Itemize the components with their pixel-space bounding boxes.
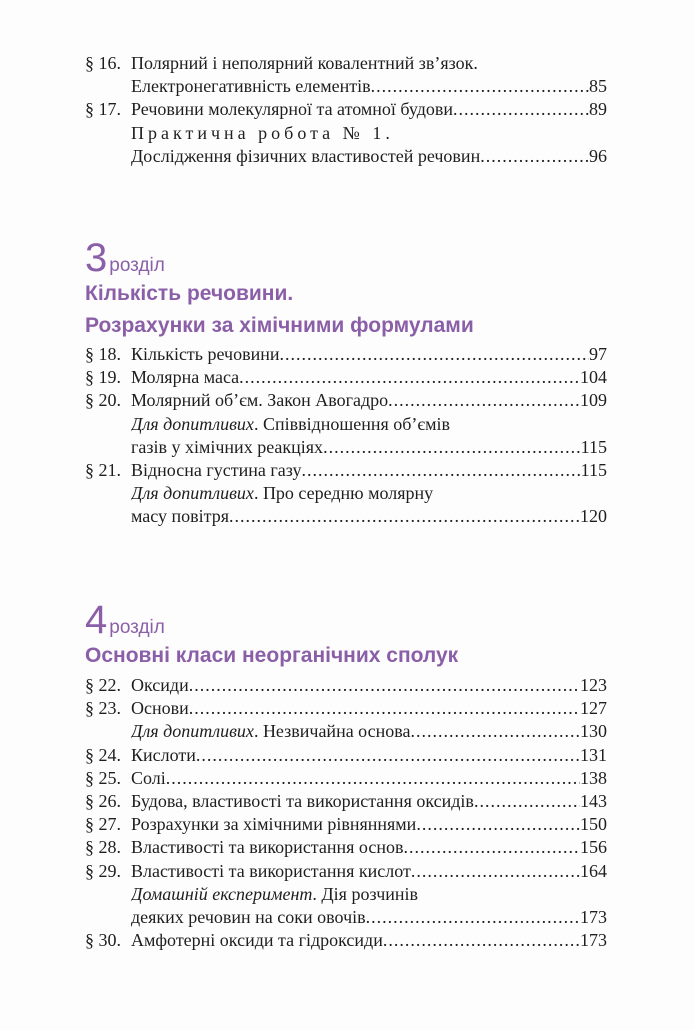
page-number: 120 <box>580 506 607 527</box>
page-number: 115 <box>580 436 607 457</box>
entry-text: . Про середню молярну <box>253 483 434 504</box>
section-number: § 26. <box>85 790 121 811</box>
page-number: 104 <box>580 367 607 388</box>
entry-text: Кислоти <box>131 744 196 765</box>
section-number: § 20. <box>85 390 121 411</box>
entry-title <box>131 482 433 505</box>
entry-text: Молярний об’єм. Закон Авогадро <box>131 390 389 411</box>
entry-text: Кількість речовини <box>131 344 280 364</box>
entry-title <box>131 929 383 952</box>
chapter-title: Кількість речовини. <box>85 282 294 305</box>
toc-entry[interactable] <box>85 720 607 743</box>
entry-title <box>131 883 418 906</box>
entry-text: Основи <box>131 698 189 719</box>
toc-entry[interactable] <box>85 505 607 528</box>
chapter-title: Основні класи неорганічних сполук <box>85 644 459 667</box>
leader-dots <box>166 767 580 790</box>
toc-entry[interactable] <box>85 697 607 720</box>
entry-text: . Дія розчинів <box>312 883 419 904</box>
entry-title: Практична робота № 1. <box>131 122 394 143</box>
section-number: § 27. <box>85 814 121 835</box>
toc-entry[interactable] <box>85 459 607 482</box>
entry-text: Властивості та використання основ <box>131 837 404 858</box>
leader-dots <box>411 720 580 743</box>
section-number: § 23. <box>85 698 121 719</box>
section-number: § 21. <box>85 459 121 480</box>
toc-entry[interactable] <box>85 767 607 790</box>
page-number: 97 <box>589 344 607 364</box>
entry-text: Солі <box>131 767 166 788</box>
page-number: 164 <box>580 860 607 881</box>
entry-title: Електронегативність елементів <box>131 76 371 97</box>
entry-title <box>131 343 280 366</box>
entry-text: Відносна густина газу <box>131 459 302 480</box>
page-number: 123 <box>580 675 607 695</box>
entry-text: Розрахунки за хімічними рівняннями <box>131 814 417 835</box>
entry-title <box>131 366 239 389</box>
toc-entry[interactable] <box>85 836 607 859</box>
entry-title <box>131 674 189 697</box>
entry-text: Молярна маса <box>131 367 240 388</box>
page-number: 131 <box>580 744 607 765</box>
toc-entry[interactable] <box>85 413 607 436</box>
entry-title <box>131 413 450 436</box>
leader-dots <box>480 145 589 168</box>
toc-entry[interactable] <box>85 366 607 389</box>
leader-dots <box>196 744 580 767</box>
section-number: § 30. <box>85 930 121 951</box>
toc-entry[interactable] <box>85 906 607 929</box>
leader-dots <box>453 98 589 121</box>
page-number: 127 <box>580 698 607 719</box>
page-number: 138 <box>580 767 607 788</box>
chapter-number: 4 <box>85 598 108 642</box>
entry-title <box>131 836 404 859</box>
section-number: § 17. <box>85 99 121 120</box>
toc-chapter-3 <box>85 343 607 529</box>
section-number: § 22. <box>85 675 121 695</box>
toc-practical-work-cont[interactable] <box>85 145 607 168</box>
entry-title: Дослідження фізичних властивостей речовин <box>131 145 481 166</box>
leader-dots <box>189 674 580 697</box>
toc-entry[interactable] <box>85 389 607 412</box>
entry-title <box>131 720 411 743</box>
entry-title <box>131 906 366 929</box>
toc-entry-17[interactable] <box>85 98 607 121</box>
leader-dots <box>301 459 580 482</box>
toc-entry[interactable] <box>85 343 607 366</box>
chapter-4-heading <box>85 600 458 672</box>
toc-entry[interactable] <box>85 929 607 952</box>
page-number: 143 <box>580 790 607 811</box>
entry-title <box>131 505 229 528</box>
chapter-3-heading <box>85 238 474 342</box>
entry-title <box>131 790 474 813</box>
section-number: § 16. <box>85 53 121 73</box>
entry-title <box>131 860 411 883</box>
entry-text: масу повітря <box>131 506 230 527</box>
page-number: 109 <box>580 390 607 411</box>
entry-title: Речовини молекулярної та атомної будови <box>131 99 454 120</box>
entry-title <box>131 697 189 720</box>
leader-dots <box>239 366 580 389</box>
entry-title <box>131 813 416 836</box>
toc-entry[interactable] <box>85 860 607 883</box>
page-number: 150 <box>580 814 607 835</box>
entry-text: Будова, властивості та використання оксидів <box>131 790 474 811</box>
page-number: 89 <box>589 99 607 120</box>
section-number: § 18. <box>85 344 121 364</box>
entry-text: Оксиди <box>131 675 189 695</box>
section-number: § 19. <box>85 367 121 388</box>
entry-title <box>131 436 323 459</box>
entry-text: газів у хімічних реакціях <box>131 436 324 457</box>
section-number: § 28. <box>85 837 121 858</box>
section-number: § 29. <box>85 860 121 881</box>
chapter-title: Розрахунки за хімічними формулами <box>85 314 474 337</box>
italic-label: Домашній експеримент <box>131 883 313 904</box>
toc-chapter-4 <box>85 674 607 952</box>
leader-dots <box>323 436 581 459</box>
leader-dots <box>280 343 590 366</box>
toc-entry[interactable] <box>85 883 607 906</box>
leader-dots <box>416 813 580 836</box>
page-number: 96 <box>589 145 607 166</box>
italic-label: Для допитливих <box>131 483 254 504</box>
leader-dots <box>366 906 580 929</box>
entry-text: . Співвідношення об’ємів <box>253 413 451 434</box>
chapter-word: розділ <box>109 255 165 276</box>
leader-dots <box>371 75 589 98</box>
leader-dots <box>388 389 580 412</box>
page-number: 173 <box>580 930 607 951</box>
entry-title <box>131 389 388 412</box>
entry-text: деяких речовин на соки овочів <box>131 906 366 927</box>
toc-entry-16-cont[interactable] <box>85 75 607 98</box>
toc-top <box>85 52 607 168</box>
toc-entry[interactable] <box>85 813 607 836</box>
toc-entry[interactable] <box>85 436 607 459</box>
entry-title <box>131 767 166 790</box>
leader-dots <box>189 697 580 720</box>
page-number: 115 <box>580 459 607 480</box>
entry-text: Амфотерні оксиди та гідроксиди <box>131 930 383 951</box>
entry-text: . Незвичайна основа <box>253 721 411 742</box>
leader-dots <box>383 929 580 952</box>
entry-title <box>131 459 301 482</box>
toc-entry[interactable] <box>85 674 607 697</box>
italic-label: Для допитливих <box>131 413 254 434</box>
page-number: 173 <box>580 906 607 927</box>
chapter-word: розділ <box>109 617 165 638</box>
entry-text: Властивості та використання кислот <box>131 860 411 881</box>
toc-practical-work[interactable] <box>85 122 607 145</box>
leader-dots <box>404 836 581 859</box>
leader-dots <box>411 860 580 883</box>
page-number: 156 <box>580 837 607 858</box>
leader-dots <box>474 790 580 813</box>
section-number: § 25. <box>85 767 121 788</box>
page-number: 130 <box>580 721 607 742</box>
page-number: 85 <box>589 76 607 97</box>
entry-title <box>131 744 196 767</box>
section-number: § 24. <box>85 744 121 765</box>
toc-entry[interactable] <box>85 790 607 813</box>
toc-entry[interactable] <box>85 744 607 767</box>
entry-title: Полярний і неполярний ковалентний зв’язок. <box>131 53 478 73</box>
chapter-number: 3 <box>85 236 108 280</box>
toc-entry-16[interactable] <box>85 52 607 75</box>
italic-label: Для допитливих <box>131 721 254 742</box>
leader-dots <box>229 505 580 528</box>
toc-entry[interactable] <box>85 482 607 505</box>
